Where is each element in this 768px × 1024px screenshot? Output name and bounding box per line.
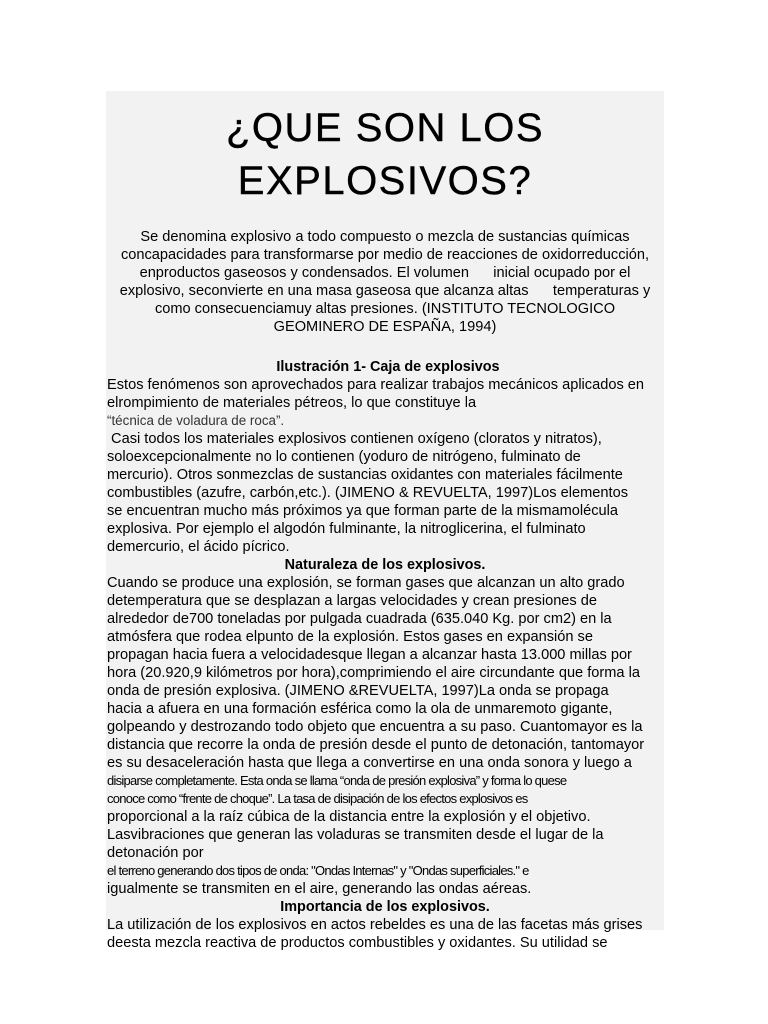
body-line: proporcional a la raíz cúbica de la distancia entre la explosión y el objetivo. bbox=[107, 809, 591, 825]
body-line: hora (20.920,9 kilómetros por hora),comprimiendo el aire circundante que forma la bbox=[107, 665, 640, 681]
body-line-condensed: conoce como “frente de choque”. La tasa de disipación de los efectos explosivos es bbox=[107, 791, 528, 806]
title-line-1: ¿QUE SON LOS bbox=[225, 106, 545, 150]
intro-line: explosivo, seconvierte en una masa gaseosa que alcanza altas temperaturas y bbox=[119, 283, 651, 299]
body-line-condensed: el terreno generando dos tipos de onda: "Ondas Internas" y "Ondas superficiales." e bbox=[107, 863, 529, 878]
body-line: propagan hacia fuera a velocidadesque llegan a alcanzar hasta 13.000 millas por bbox=[107, 647, 632, 663]
body-line: alrededor de700 toneladas por pulgada cuadrada (635.040 Kg. por cm2) en la bbox=[107, 611, 612, 627]
heading-importancia: Importancia de los explosivos. bbox=[280, 899, 490, 915]
body-line: igualmente se transmiten en el aire, generando las ondas aéreas. bbox=[107, 881, 532, 897]
heading-naturaleza: Naturaleza de los explosivos. bbox=[284, 557, 486, 573]
body-line: combustibles (azufre, carbón,etc.). (JIMENO & REVUELTA, 1997)Los elementos bbox=[107, 485, 628, 501]
body-line: deesta mezcla reactiva de productos combustibles y oxidantes. Su utilidad se bbox=[107, 935, 608, 951]
intro-line: concapacidades para transformarse por medio de reacciones de oxidorreducción, bbox=[120, 247, 650, 263]
title-line-2: EXPLOSIVOS? bbox=[237, 159, 533, 203]
body-line: Casi todos los materiales explosivos contienen oxígeno (cloratos y nitratos), bbox=[107, 431, 602, 447]
body-line: Estos fenómenos son aprovechados para realizar trabajos mecánicos aplicados en bbox=[107, 377, 645, 393]
body-line: se encuentran mucho más próximos ya que forman parte de la mismamolécula bbox=[107, 503, 619, 519]
body-line: detemperatura que se desplazan a largas velocidades y crean presiones de bbox=[107, 593, 598, 609]
section-3-paragraph bbox=[107, 916, 664, 952]
intro-line: GEOMINERO DE ESPAÑA, 1994) bbox=[273, 319, 497, 335]
body-line: onda de presión explosiva. (JIMENO &REVUELTA, 1997)La onda se propaga bbox=[107, 683, 609, 699]
intro-paragraph bbox=[110, 228, 660, 336]
section-2-paragraph bbox=[107, 574, 664, 898]
body-line: elrompimiento de materiales pétreos, lo que constituye la bbox=[107, 395, 477, 411]
body-line: hacia a afuera en una formación esférica como la ola de unmaremoto gigante, bbox=[107, 701, 613, 717]
body-line: explosiva. Por ejemplo el algodón fulminante, la nitroglicerina, el fulminato bbox=[107, 521, 586, 537]
document-page bbox=[106, 91, 664, 951]
body-line: atmósfera que rodea elpunto de la explosión. Estos gases en expansión se bbox=[107, 629, 593, 645]
intro-line: como consecuenciamuy altas presiones. (INSTITUTO TECNOLOGICO bbox=[154, 301, 616, 317]
body-line: golpeando y destrozando todo objeto que encuentra a su paso. Cuantomayor es la bbox=[107, 719, 643, 735]
body-line: mercurio). Otros sonmezclas de sustancias oxidantes con materiales fácilmente bbox=[107, 467, 623, 483]
body-line: detonación por bbox=[107, 845, 204, 861]
body-line-condensed: disiparse completamente. Esta onda se llama “onda de presión explosiva” y forma lo quese bbox=[107, 773, 567, 788]
body-line: Lasvibraciones que generan las voladuras se transmiten desde el lugar de la bbox=[107, 827, 604, 843]
body-line: demercurio, el ácido pícrico. bbox=[107, 539, 290, 555]
intro-line: Se denomina explosivo a todo compuesto o mezcla de sustancias químicas bbox=[140, 229, 630, 245]
body-line: La utilización de los explosivos en actos rebeldes es una de las facetas más grises bbox=[107, 917, 643, 933]
section-1-paragraph bbox=[107, 376, 664, 556]
body-line: distancia que recorre la onda de presión desde el punto de detonación, tantomayor bbox=[107, 737, 645, 753]
page-title bbox=[106, 102, 664, 208]
body-line: “técnica de voladura de roca”. bbox=[107, 413, 285, 428]
body-line: es su desaceleración hasta que llega a convertirse en una onda sonora y luego a bbox=[107, 755, 632, 771]
figure-caption: Ilustración 1- Caja de explosivos bbox=[276, 359, 500, 375]
intro-line: enproductos gaseosos y condensados. El volumen inicial ocupado por el bbox=[139, 265, 631, 281]
body-line: soloexcepcionalmente no lo contienen (yoduro de nitrógeno, fulminato de bbox=[107, 449, 581, 465]
body-line: Cuando se produce una explosión, se forman gases que alcanzan un alto grado bbox=[107, 575, 625, 591]
